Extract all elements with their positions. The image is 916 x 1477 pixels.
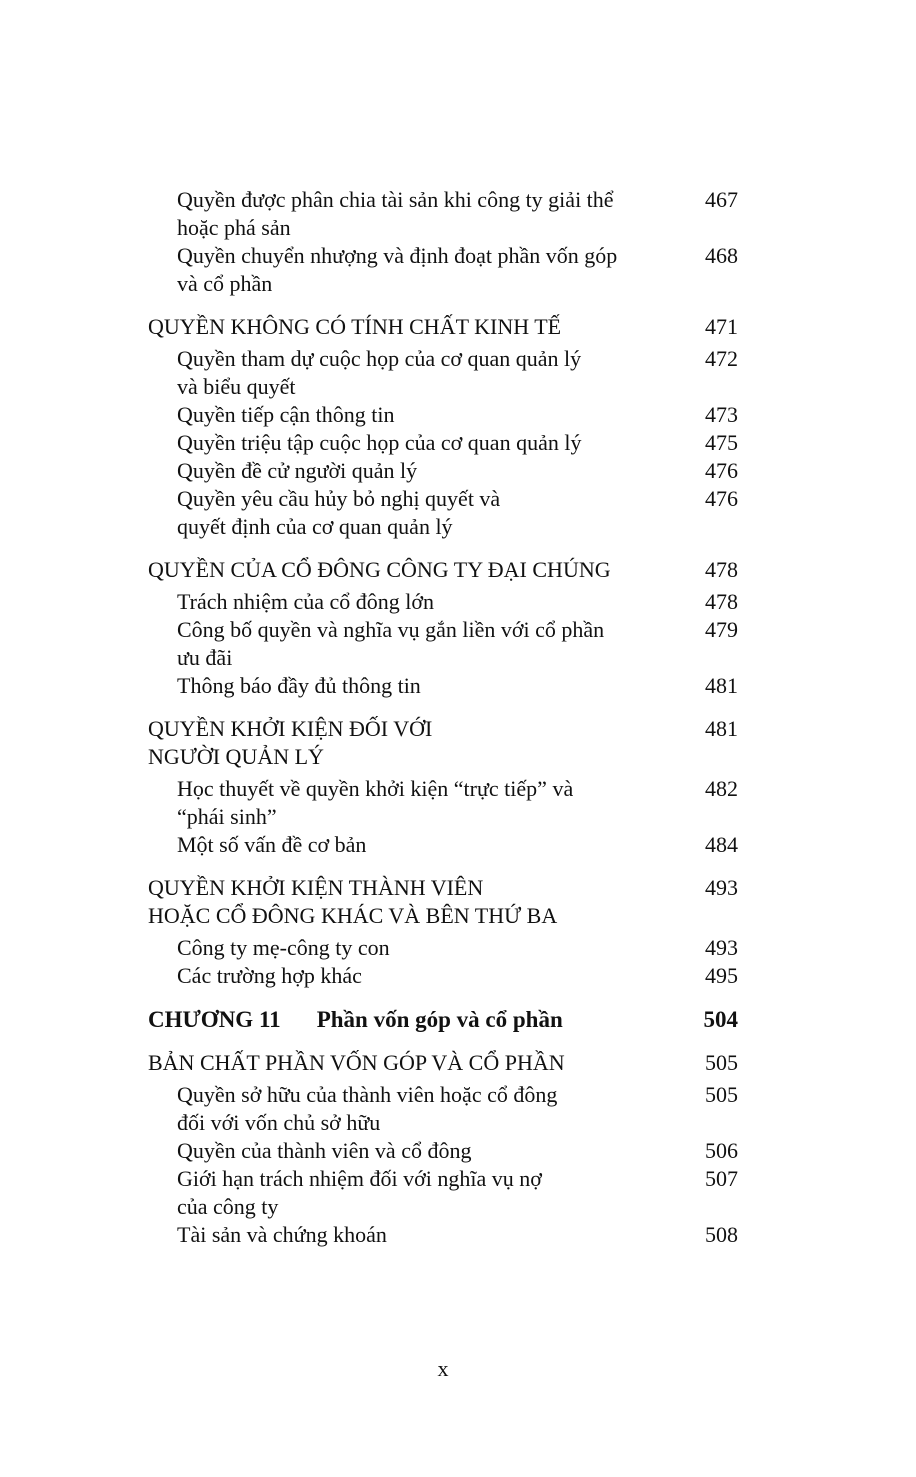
toc-entry bbox=[148, 715, 738, 771]
toc-line: Quyền sở hữu của thành viên hoặc cổ đông bbox=[177, 1082, 558, 1107]
toc-entry-text bbox=[148, 186, 674, 242]
toc-entry-page: 507 bbox=[705, 1166, 738, 1191]
toc-entry-text bbox=[148, 588, 674, 616]
toc-line: Công bố quyền và nghĩa vụ gắn liền với cổ phần bbox=[177, 617, 605, 642]
toc-line: quyết định của cơ quan quản lý bbox=[177, 514, 453, 539]
toc-entry-page: 467 bbox=[705, 187, 738, 212]
toc-entry-page: 478 bbox=[705, 589, 738, 614]
toc-entry-text bbox=[148, 934, 674, 962]
toc-entry-text bbox=[148, 775, 674, 831]
toc-line: BẢN CHẤT PHẦN VỐN GÓP VÀ CỔ PHẦN bbox=[148, 1050, 565, 1075]
toc-entry-page: 481 bbox=[705, 716, 738, 741]
toc-entry-page: 508 bbox=[705, 1222, 738, 1247]
toc-entry bbox=[148, 775, 738, 831]
toc-line: Học thuyết về quyền khởi kiện “trực tiếp” và bbox=[177, 776, 574, 801]
toc-line: và cổ phần bbox=[177, 271, 273, 296]
toc-entry bbox=[148, 186, 738, 242]
toc-entry-text bbox=[148, 1006, 674, 1034]
toc-entry bbox=[148, 1165, 738, 1221]
toc-entry bbox=[148, 1081, 738, 1137]
toc-entry-page: 506 bbox=[705, 1138, 738, 1163]
toc-line: hoặc phá sản bbox=[177, 215, 291, 240]
toc-list bbox=[148, 186, 738, 1249]
toc-line: QUYỀN KHÔNG CÓ TÍNH CHẤT KINH TẾ bbox=[148, 314, 562, 339]
toc-entry bbox=[148, 242, 738, 298]
toc-entry-text bbox=[148, 715, 674, 771]
toc-entry-text bbox=[148, 313, 674, 341]
toc-entry bbox=[148, 1137, 738, 1165]
toc-entry bbox=[148, 616, 738, 672]
toc-entry-text bbox=[148, 616, 674, 672]
toc-line: Quyền tiếp cận thông tin bbox=[177, 402, 395, 427]
toc-entry-page: 482 bbox=[705, 776, 738, 801]
toc-entry bbox=[148, 345, 738, 401]
toc-entry bbox=[148, 429, 738, 457]
toc-line: Tài sản và chứng khoán bbox=[177, 1222, 387, 1247]
toc-entry-page: 493 bbox=[705, 875, 738, 900]
toc-entry-page: 472 bbox=[705, 346, 738, 371]
toc-entry-page: 484 bbox=[705, 832, 738, 857]
toc-entry-text bbox=[148, 429, 674, 457]
toc-entry bbox=[148, 457, 738, 485]
toc-line: HOẶC CỔ ĐÔNG KHÁC VÀ BÊN THỨ BA bbox=[148, 903, 558, 928]
toc-entry-text bbox=[148, 345, 674, 401]
toc-entry bbox=[148, 313, 738, 341]
toc-line: Quyền yêu cầu hủy bỏ nghị quyết và bbox=[177, 486, 501, 511]
toc-entry-text bbox=[148, 485, 674, 541]
toc-entry-text bbox=[148, 874, 674, 930]
toc-line: Quyền của thành viên và cổ đông bbox=[177, 1138, 472, 1163]
toc-line: Quyền đề cử người quản lý bbox=[177, 458, 418, 483]
toc-line: Quyền triệu tập cuộc họp của cơ quan quản lý bbox=[177, 430, 582, 455]
toc-entry-text bbox=[148, 1081, 674, 1137]
chapter-title: Phần vốn góp và cổ phần bbox=[316, 1007, 563, 1032]
toc-line: Thông báo đầy đủ thông tin bbox=[177, 673, 421, 698]
toc-line: Trách nhiệm của cổ đông lớn bbox=[177, 589, 435, 614]
toc-entry-page: 468 bbox=[705, 243, 738, 268]
toc-entry-page: 495 bbox=[705, 963, 738, 988]
toc-entry-text bbox=[148, 242, 674, 298]
toc-entry-text bbox=[148, 556, 674, 584]
toc-entry-page: 504 bbox=[703, 1007, 738, 1032]
toc-entry bbox=[148, 1221, 738, 1249]
toc-entry-text bbox=[148, 831, 674, 859]
toc-line: Công ty mẹ-công ty con bbox=[177, 935, 390, 960]
toc-line: Quyền chuyển nhượng và định đoạt phần vốn góp bbox=[177, 243, 618, 268]
toc-entry bbox=[148, 401, 738, 429]
toc-entry-page: 481 bbox=[705, 673, 738, 698]
toc-line: QUYỀN CỦA CỔ ĐÔNG CÔNG TY ĐẠI CHÚNG bbox=[148, 557, 611, 582]
toc-line: và biểu quyết bbox=[177, 374, 296, 399]
toc-entry-page: 476 bbox=[705, 486, 738, 511]
chapter-label: CHƯƠNG 11 bbox=[148, 1007, 281, 1032]
toc-entry-page: 505 bbox=[705, 1082, 738, 1107]
toc-entry bbox=[148, 962, 738, 990]
toc-entry-text bbox=[148, 1049, 674, 1077]
toc-entry-text bbox=[148, 1221, 674, 1249]
toc-entry-text bbox=[148, 457, 674, 485]
toc-entry bbox=[148, 874, 738, 930]
toc-line: Quyền được phân chia tài sản khi công ty giải thể bbox=[177, 187, 614, 212]
toc-line: NGƯỜI QUẢN LÝ bbox=[148, 744, 324, 769]
toc-line: Quyền tham dự cuộc họp của cơ quan quản lý bbox=[177, 346, 582, 371]
toc-entry-text bbox=[148, 401, 674, 429]
toc-entry-page: 471 bbox=[705, 314, 738, 339]
toc-entry bbox=[148, 588, 738, 616]
toc-entry-page: 473 bbox=[705, 402, 738, 427]
toc-line: “phái sinh” bbox=[177, 804, 277, 829]
toc-entry-page: 493 bbox=[705, 935, 738, 960]
toc-entry bbox=[148, 934, 738, 962]
toc-entry-text bbox=[148, 962, 674, 990]
toc-entry bbox=[148, 1049, 738, 1077]
toc-entry-text bbox=[148, 1165, 674, 1221]
toc-line: QUYỀN KHỞI KIỆN THÀNH VIÊN bbox=[148, 875, 484, 900]
toc-entry-page: 476 bbox=[705, 458, 738, 483]
page-footer-number: x bbox=[437, 1356, 449, 1381]
toc-entry bbox=[148, 556, 738, 584]
toc-line: Giới hạn trách nhiệm đối với nghĩa vụ nợ bbox=[177, 1166, 542, 1191]
toc-entry-page: 478 bbox=[705, 557, 738, 582]
toc-entry-page: 475 bbox=[705, 430, 738, 455]
toc-entry-page: 505 bbox=[705, 1050, 738, 1075]
toc-line: ưu đãi bbox=[177, 645, 233, 670]
toc-line: Một số vấn đề cơ bản bbox=[177, 832, 367, 857]
toc-entry bbox=[148, 1006, 738, 1034]
toc-line: đối với vốn chủ sở hữu bbox=[177, 1110, 381, 1135]
toc-entry bbox=[148, 831, 738, 859]
toc-entry bbox=[148, 485, 738, 541]
toc-entry-text bbox=[148, 672, 674, 700]
toc-line: QUYỀN KHỞI KIỆN ĐỐI VỚI bbox=[148, 716, 433, 741]
toc-entry-text bbox=[148, 1137, 674, 1165]
toc-line: Các trường hợp khác bbox=[177, 963, 362, 988]
toc-entry bbox=[148, 672, 738, 700]
toc-line: của công ty bbox=[177, 1194, 279, 1219]
toc-entry-page: 479 bbox=[705, 617, 738, 642]
